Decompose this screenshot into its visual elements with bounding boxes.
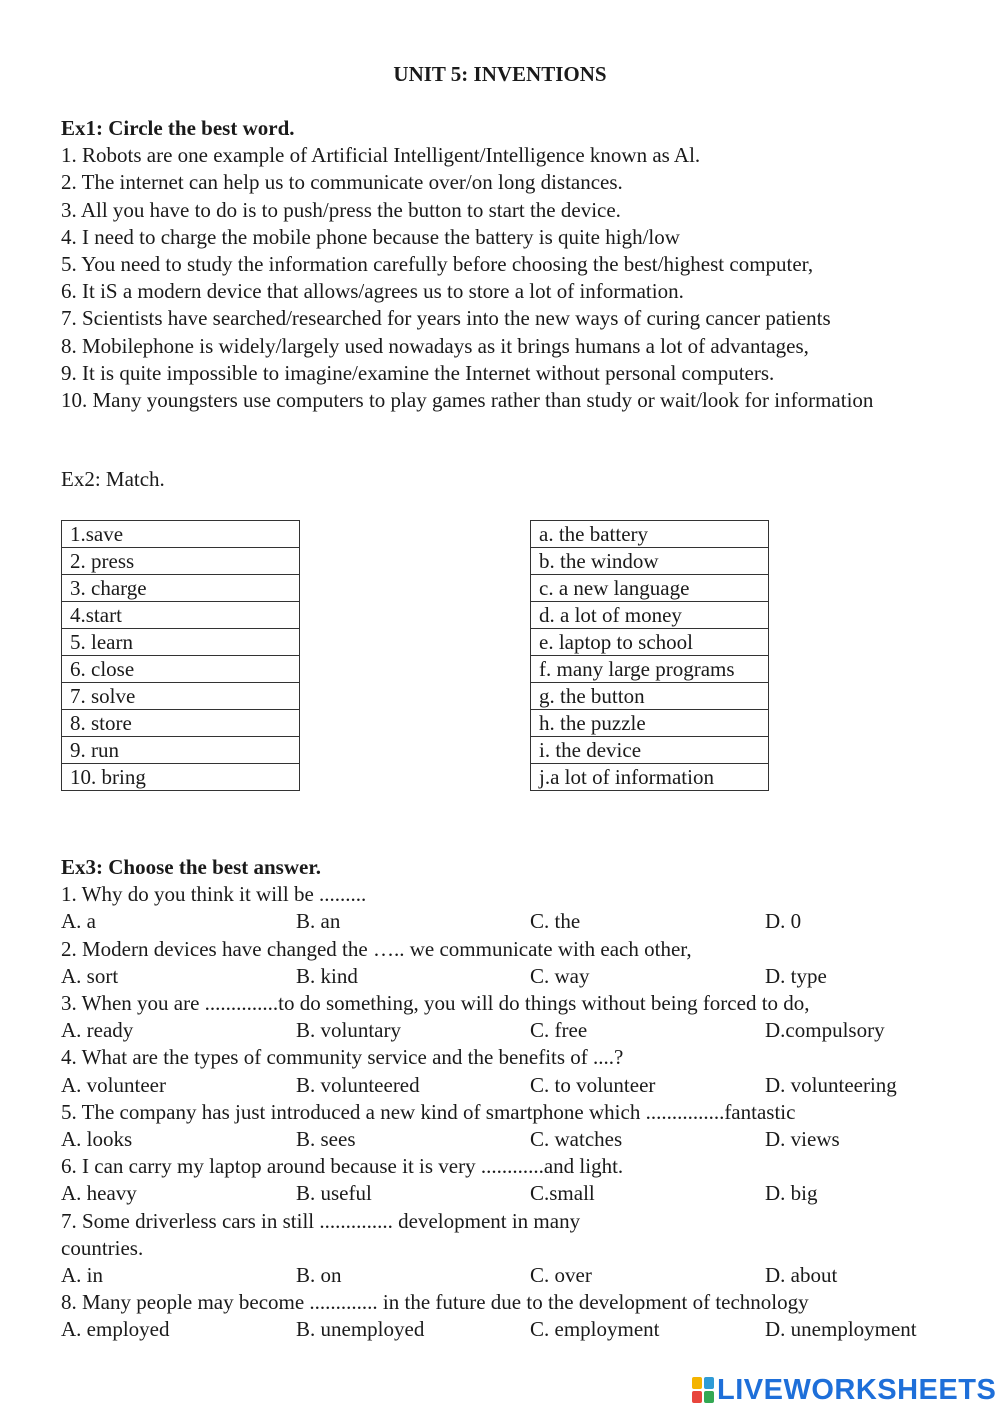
- ex1-item: 5. You need to study the information carefully before choosing the best/highest computer,: [61, 252, 814, 277]
- answer-options: [61, 1180, 941, 1207]
- match-left-item: 6. close: [62, 656, 300, 683]
- match-left-item: 10. bring: [62, 764, 300, 791]
- answer-options: [61, 908, 941, 935]
- option-c: C. way: [530, 963, 590, 988]
- match-right-item: e. laptop to school: [531, 629, 769, 656]
- match-right-item: a. the battery: [531, 521, 769, 548]
- option-c: C. to volunteer: [530, 1072, 656, 1097]
- match-left-item: 9. run: [62, 737, 300, 764]
- option-d: D. views: [765, 1126, 840, 1151]
- answer-options: [61, 1126, 941, 1153]
- option-b: B. voluntary: [296, 1018, 401, 1043]
- answer-options: [61, 1262, 941, 1289]
- logo-text: LIVEWORKSHEETS: [717, 1373, 997, 1406]
- option-c: C. the: [530, 909, 581, 934]
- logo-square-icon: [704, 1377, 714, 1389]
- match-right-item: b. the window: [531, 548, 769, 575]
- match-left-item: 3. charge: [62, 575, 300, 602]
- question-text: 1. Why do you think it will be .........: [61, 882, 367, 907]
- option-a: A. ready: [61, 1018, 134, 1043]
- worksheet-title: UNIT 5: INVENTIONS: [393, 62, 607, 86]
- ex1-item: 4. I need to charge the mobile phone because the battery is quite high/low: [61, 224, 680, 249]
- option-b: B. unemployed: [296, 1317, 425, 1342]
- match-right-item: d. a lot of money: [531, 602, 769, 629]
- option-c: C.small: [530, 1181, 595, 1206]
- ex2-heading: Ex2: Match.: [61, 467, 165, 491]
- option-b: B. an: [296, 909, 341, 934]
- match-left-item: 7. solve: [62, 683, 300, 710]
- ex1-item: 8. Mobilephone is widely/largely used nowadays as it brings humans a lot of advantages,: [61, 333, 809, 358]
- question-text: 3. When you are ..............to do something, you will do things without being forced to do,: [61, 990, 810, 1015]
- match-left-item: 4.start: [62, 602, 300, 629]
- option-d: D. type: [765, 963, 827, 988]
- answer-options: [61, 963, 941, 990]
- option-d: D. 0: [765, 909, 802, 934]
- option-a: A. heavy: [61, 1181, 137, 1206]
- answer-options: [61, 1072, 941, 1099]
- question-text: 6. I can carry my laptop around because it is very ............and light.: [61, 1154, 624, 1179]
- logo-mark-icon: [692, 1377, 714, 1403]
- match-right-item: f. many large programs: [531, 656, 769, 683]
- exercise-3: [61, 854, 941, 1344]
- option-a: A. sort: [61, 963, 119, 988]
- exercise-1: [61, 115, 941, 414]
- option-d: D. big: [765, 1181, 818, 1206]
- question-text: 8. Many people may become ............. in the future due to the development of technology: [61, 1290, 809, 1315]
- match-right-item: h. the puzzle: [531, 710, 769, 737]
- match-left-item: 1.save: [62, 521, 300, 548]
- ex1-item: 3. All you have to do is to push/press the button to start the device.: [61, 197, 621, 222]
- option-c: C. free: [530, 1018, 588, 1043]
- option-d: D. volunteering: [765, 1072, 897, 1097]
- option-a: A. looks: [61, 1126, 133, 1151]
- match-right-column: [530, 520, 769, 791]
- option-a: A. in: [61, 1262, 103, 1287]
- option-a: A. volunteer: [61, 1072, 166, 1097]
- option-b: B. sees: [296, 1126, 356, 1151]
- option-b: B. volunteered: [296, 1072, 420, 1097]
- question-text: 2. Modern devices have changed the ….. we communicate with each other,: [61, 936, 692, 961]
- match-right-item: i. the device: [531, 737, 769, 764]
- ex1-heading: Ex1: Circle the best word.: [61, 116, 295, 140]
- option-b: B. useful: [296, 1181, 372, 1206]
- match-right-item: c. a new language: [531, 575, 769, 602]
- logo-square-icon: [692, 1391, 702, 1403]
- option-b: B. kind: [296, 963, 358, 988]
- option-c: C. watches: [530, 1126, 623, 1151]
- match-left-column: [61, 520, 300, 791]
- option-a: A. a: [61, 909, 96, 934]
- ex1-item: 10. Many youngsters use computers to play games rather than study or wait/look for information: [61, 388, 874, 413]
- logo-square-icon: [692, 1377, 702, 1389]
- answer-options: [61, 1316, 941, 1343]
- ex1-item: 9. It is quite impossible to imagine/examine the Internet without personal computers.: [61, 360, 775, 385]
- match-right-item: j.a lot of information: [531, 764, 769, 791]
- ex3-heading: Ex3: Choose the best answer.: [61, 855, 321, 879]
- ex1-item: 6. It iS a modern device that allows/agrees us to store a lot of information.: [61, 279, 684, 304]
- ex1-item: 1. Robots are one example of Artificial Intelligent/Intelligence known as Al.: [61, 143, 701, 168]
- option-d: D.compulsory: [765, 1018, 885, 1043]
- option-b: B. on: [296, 1262, 342, 1287]
- question-text: 7. Some driverless cars in still .............. development in many countries.: [61, 1208, 581, 1260]
- question-text: 4. What are the types of community service and the benefits of ....?: [61, 1045, 624, 1070]
- match-left-item: 2. press: [62, 548, 300, 575]
- match-left-item: 5. learn: [62, 629, 300, 656]
- ex1-item: 2. The internet can help us to communicate over/on long distances.: [61, 170, 623, 195]
- logo-square-icon: [704, 1391, 714, 1403]
- match-right-item: g. the button: [531, 683, 769, 710]
- liveworksheets-logo: [692, 1374, 996, 1406]
- option-c: C. employment: [530, 1317, 660, 1342]
- option-a: A. employed: [61, 1317, 170, 1342]
- option-d: D. about: [765, 1262, 838, 1287]
- ex1-item: 7. Scientists have searched/researched for years into the new ways of curing cancer patients: [61, 306, 831, 331]
- question-text: 5. The company has just introduced a new kind of smartphone which ...............fantastic: [61, 1099, 796, 1124]
- match-left-item: 8. store: [62, 710, 300, 737]
- answer-options: [61, 1017, 941, 1044]
- option-c: C. over: [530, 1262, 592, 1287]
- option-d: D. unemployment: [765, 1317, 917, 1342]
